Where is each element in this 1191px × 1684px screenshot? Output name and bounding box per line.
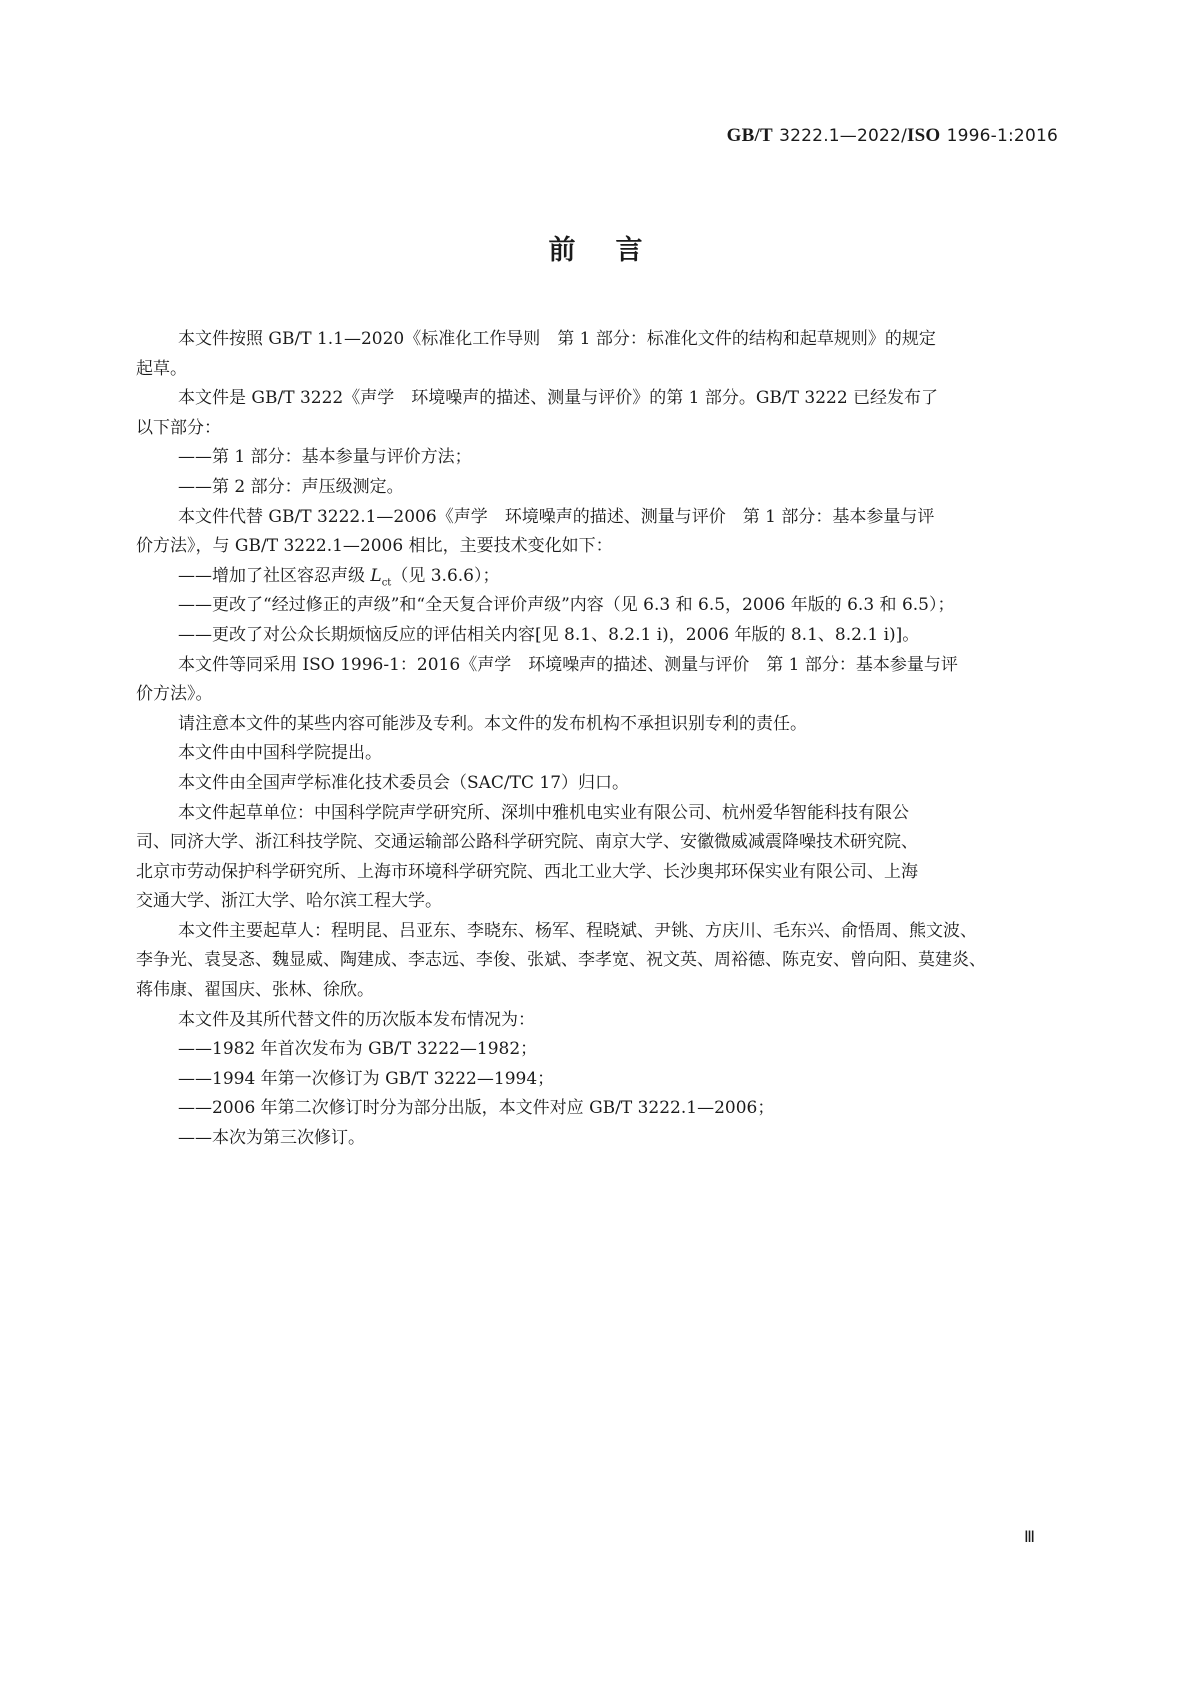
list-item: ——1994 年第一次修订为 GB/T 3222—1994； [178, 1068, 555, 1089]
list-item: ——第 2 部分：声压级测定。 [178, 476, 404, 497]
list-item: ——更改了对公众长期烦恼反应的评估相关内容[见 8.1、8.2.1 i)，2006 年版的 8.1、8.2.1 i)]。 [178, 624, 920, 645]
paragraph-line: 司、同济大学、浙江科技学院、交通运输部公路科学研究院、南京大学、安徽微威减震降噪技术研究院、 [136, 832, 918, 853]
paragraph-line: 价方法》，与 GB/T 3222.1—2006 相比，主要技术变化如下： [136, 536, 613, 557]
paragraph-line: 交通大学、浙江大学、哈尔滨工程大学。 [136, 891, 442, 912]
paragraph-line: 请注意本文件的某些内容可能涉及专利。本文件的发布机构不承担识别专利的责任。 [178, 713, 807, 734]
iso-number: 1996-1:2016 [946, 126, 1058, 146]
list-item: ——更改了“经过修正的声级”和“全天复合评价声级”内容（见 6.3 和 6.5，2006 年版的 6.3 和 6.5）； [178, 595, 955, 616]
paragraph-line: 以下部分： [136, 417, 221, 438]
list-item: ——2006 年第二次修订时分为部分出版，本文件对应 GB/T 3222.1—2006； [178, 1098, 775, 1119]
paragraph-line: 本文件按照 GB/T 1.1—2020《标准化工作导则 第 1 部分：标准化文件的结构和起草规则》的规定 [178, 329, 936, 349]
paragraph-line: 本文件由全国声学标准化技术委员会（SAC/TC 17）归口。 [178, 772, 630, 793]
paragraph-line: 本文件代替 GB/T 3222.1—2006《声学 环境噪声的描述、测量与评价 第 1 部分：基本参量与评 [178, 506, 935, 527]
document-code [727, 124, 1058, 147]
iso-prefix: ISO [907, 125, 941, 146]
page-number: Ⅲ [1024, 1529, 1036, 1546]
paragraph-line: 本文件起草单位：中国科学院声学研究所、深圳中雅机电实业有限公司、杭州爱华智能科技有限公 [178, 802, 909, 823]
paragraph-line: 本文件及其所代替文件的历次版本发布情况为： [178, 1009, 535, 1030]
paragraph-line: 蒋伟康、翟国庆、张林、徐欣。 [136, 980, 374, 1001]
list-item: ——本次为第三次修订。 [178, 1128, 365, 1149]
page-title: 前言 [548, 235, 683, 266]
paragraph-line: 起草。 [136, 358, 187, 379]
list-item: ——增加了社区容忍声级 $L_{ct}$（见 3.6.6）； [178, 565, 500, 589]
paragraph-line: 本文件由中国科学院提出。 [178, 743, 382, 764]
list-item: ——第 1 部分：基本参量与评价方法； [178, 447, 472, 468]
paragraph-line: 本文件主要起草人：程明昆、吕亚东、李晓东、杨军、程晓斌、尹铫、方庆川、毛东兴、俞悟周、熊文波、 [178, 920, 977, 941]
paragraph-line: 李争光、袁旻忞、魏显威、陶建成、李志远、李俊、张斌、李孝宽、祝文英、周裕德、陈克安、曾向阳、莫建炎、 [136, 950, 986, 971]
paragraph-line: 本文件是 GB/T 3222《声学 环境噪声的描述、测量与评价》的第 1 部分。GB/T 3222 已经发布了 [178, 388, 939, 409]
paragraph-line: 本文件等同采用 ISO 1996-1：2016《声学 环境噪声的描述、测量与评价 第 1 部分：基本参量与评 [178, 654, 958, 675]
code-number: 3222.1—2022/ [779, 126, 907, 146]
paragraph-line: 价方法》。 [136, 684, 213, 705]
paragraph-line: 北京市劳动保护科学研究所、上海市环境科学研究院、西北工业大学、长沙奥邦环保实业有限公司、上海 [136, 861, 918, 882]
list-item: ——1982 年首次发布为 GB/T 3222—1982； [178, 1039, 538, 1060]
code-prefix: GB/T [726, 125, 773, 146]
foreword-body [136, 325, 1058, 1154]
